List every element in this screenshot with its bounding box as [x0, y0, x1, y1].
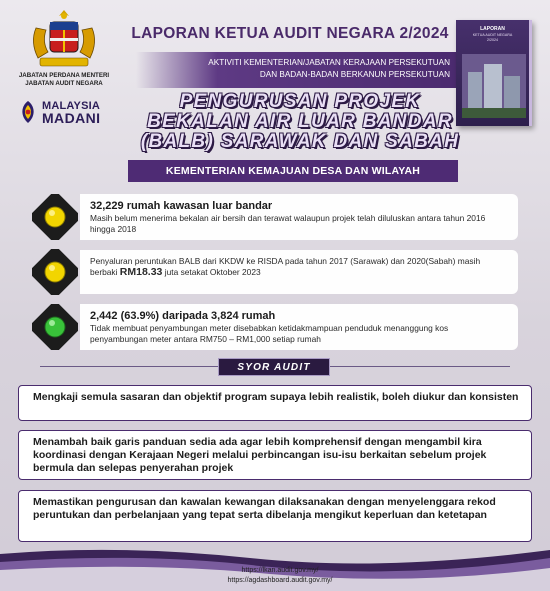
agency-line-2: JABATAN AUDIT NEGARA: [25, 80, 103, 87]
madani-line-1: MALAYSIA: [42, 100, 101, 112]
finding-heading: 32,229 rumah kawasan luar bandar: [90, 200, 273, 212]
malaysia-madani-logo: [18, 98, 118, 128]
cover-subtitle: [456, 33, 529, 42]
finding-card: [80, 250, 518, 294]
amber-traffic-light-icon: [32, 249, 78, 295]
main-title-line-3: (BALB) SARAWAK DAN SABAH: [140, 131, 460, 152]
agency-name: [8, 72, 120, 88]
cover-subtitle-line-1: KETUA AUDIT NEGARA: [472, 33, 513, 37]
finding-text: [90, 256, 508, 278]
finding-text: Tidak membuat penyambungan meter disebabkan ketidakmampuan penduduk menanggung kos penyambungan meter antara RM750 – RM1,000 setiap rumah: [90, 323, 449, 344]
footer-links: [200, 566, 360, 586]
ministry-banner: KEMENTERIAN KEMAJUAN DESA DAN WILAYAH: [128, 160, 458, 182]
green-traffic-light-icon: [32, 304, 78, 350]
agdashboard-link[interactable]: https://agdashboard.audit.gov.my/: [227, 577, 333, 584]
main-title-line-2: BEKALAN AIR LUAR BANDAR: [147, 111, 453, 132]
madani-line-2: MADANI: [42, 110, 101, 126]
finding-text: Masih belum menerima bekalan air bersih dan terawat walaupun projek telah diluluskan antara tahun 2016 hingga 2018: [90, 213, 486, 234]
main-title-line-1: PENGURUSAN PROJEK: [179, 91, 421, 112]
malaysia-coat-of-arms-icon: [22, 8, 106, 70]
finding-heading: 2,442 (63.9%) daripada 3,824 rumah: [90, 310, 276, 322]
madani-emblem-icon: [18, 100, 38, 124]
finding-amount-highlight: RM18.33: [119, 266, 163, 278]
finding-card: [80, 304, 518, 350]
finding-card: [80, 194, 518, 240]
cover-subtitle-line-2: 2/2024: [487, 37, 498, 42]
report-subtitle-line-2: DAN BADAN-BADAN BERKANUN PERSEKUTUAN: [259, 70, 450, 79]
cover-title: LAPORAN: [480, 26, 505, 32]
recommendation-card: Menambah baik garis panduan sedia ada agar lebih komprehensif dengan mengambil kira koordinasi dengan Kerajaan Negeri melalui perbincangan isu-isu berkaitan sebelum projek bermula dan selepas penyerahan projek: [18, 430, 532, 480]
report-subtitle-line-1: AKTIVITI KEMENTERIAN/JABATAN KERAJAAN PERSEKUTUAN: [208, 58, 450, 67]
recommendation-card: Mengkaji semula sasaran dan objektif program supaya lebih realistik, boleh diukur dan konsisten: [18, 385, 532, 421]
agency-line-1: JABATAN PERDANA MENTERI: [18, 72, 110, 79]
recommendation-card: Memastikan pengurusan dan kawalan kewangan dilaksanakan dengan menyelenggara rekod peruntukan dan perbelanjaan yang tepat serta dibelanja mengikut keperluan dan ketetapan: [18, 490, 532, 542]
syor-audit-label: SYOR AUDIT: [218, 358, 330, 376]
finding-text-part-2: juta setakat Oktober 2023: [162, 267, 261, 277]
finding-text-part-1: Penyaluran peruntukan BALB dari KKDW ke RISDA pada tahun 2017 (Sarawak) dan 2020(Sabah) masih berbaki: [90, 256, 481, 277]
main-title: [126, 92, 474, 152]
lkan-link[interactable]: https://lkan.audit.gov.my/: [241, 567, 319, 574]
report-subtitle: [136, 52, 462, 88]
report-title: LAPORAN KETUA AUDIT NEGARA 2/2024: [131, 25, 449, 42]
amber-traffic-light-icon: [32, 194, 78, 240]
